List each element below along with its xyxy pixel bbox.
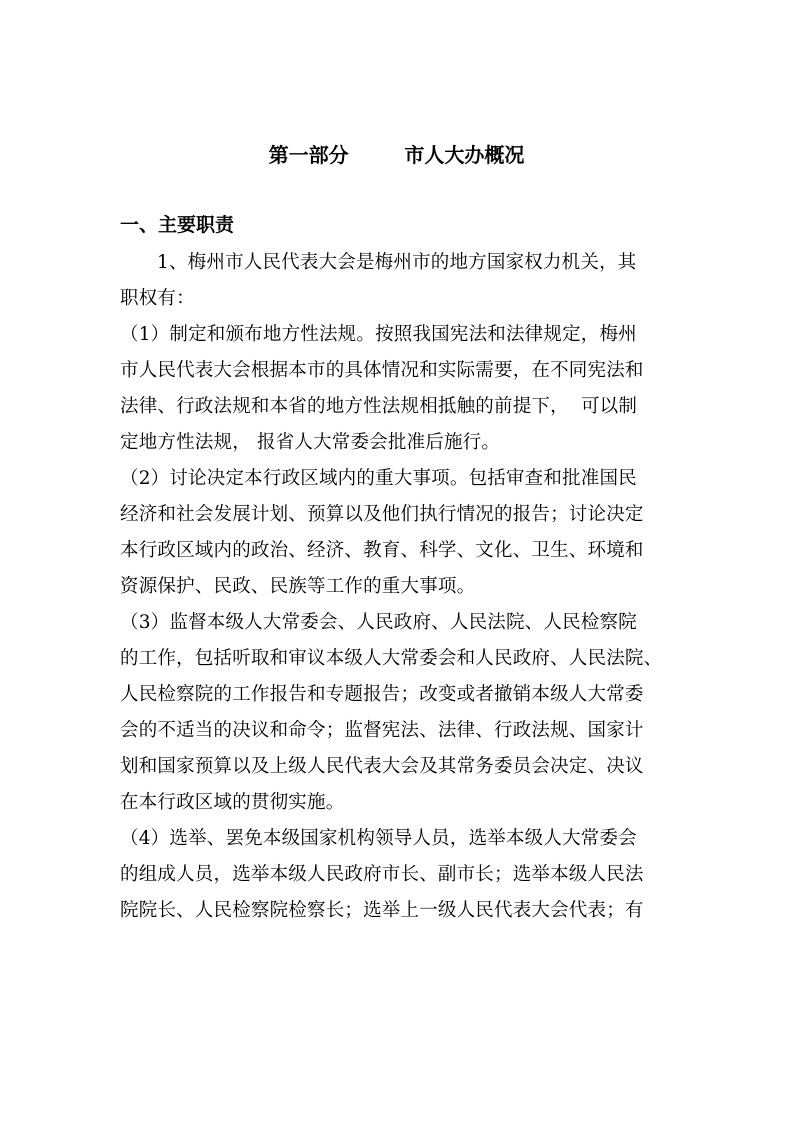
text-line: 会的不适当的决议和命令；监督宪法、法律、行政法规、国家计 [120,720,644,741]
title-name: 市人大办概况 [404,143,525,167]
text-line: 法律、行政法规和本省的地方性法规相抵触的前提下， 可以制 [120,396,638,417]
title-part: 第一部分 [268,143,349,167]
section-heading: 一、主要职责 [120,214,235,236]
text-line: 院院长、人民检察院检察长；选举上一级人民代表大会代表；有 [120,900,644,921]
text-line: 经济和社会发展计划、预算以及他们执行情况的报告；讨论决定 [120,504,644,525]
text-line: 的组成人员，选举本级人民政府市长、副市长；选举本级人民法 [120,864,644,885]
text-line: 本行政区域内的政治、经济、教育、科学、文化、卫生、环境和 [120,540,644,561]
text-line: （4）选举、罢免本级国家机构领导人员，选举本级人大常委会 [120,828,637,849]
text-line: 市人民代表大会根据本市的具体情况和实际需要，在不同宪法和 [120,360,644,381]
page-title [0,140,793,170]
body-text [120,245,676,929]
text-line: 人民检察院的工作报告和专题报告；改变或者撤销本级人大常委 [120,684,644,705]
text-line: 1、梅州市人民代表大会是梅州市的地方国家权力机关，其 [157,252,637,273]
text-line: 定地方性法规， 报省人大常委会批准后施行。 [120,432,501,453]
text-line: 的工作，包括听取和审议本级人大常委会和人民政府、人民法院、 [120,648,663,669]
text-line: 划和国家预算以及上级人民代表大会及其常务委员会决定、决议 [120,756,644,777]
text-line: （2）讨论决定本行政区域内的重大事项。包括审查和批准国民 [120,468,637,489]
text-line: （1）制定和颁布地方性法规。按照我国宪法和法律规定，梅州 [120,324,637,345]
text-line: （3）监督本级人大常委会、人民政府、人民法院、人民检察院 [120,612,637,633]
text-line: 资源保护、民政、民族等工作的重大事项。 [120,576,476,597]
text-line: 在本行政区域的贯彻实施。 [120,792,345,813]
text-line: 职权有： [120,288,195,309]
